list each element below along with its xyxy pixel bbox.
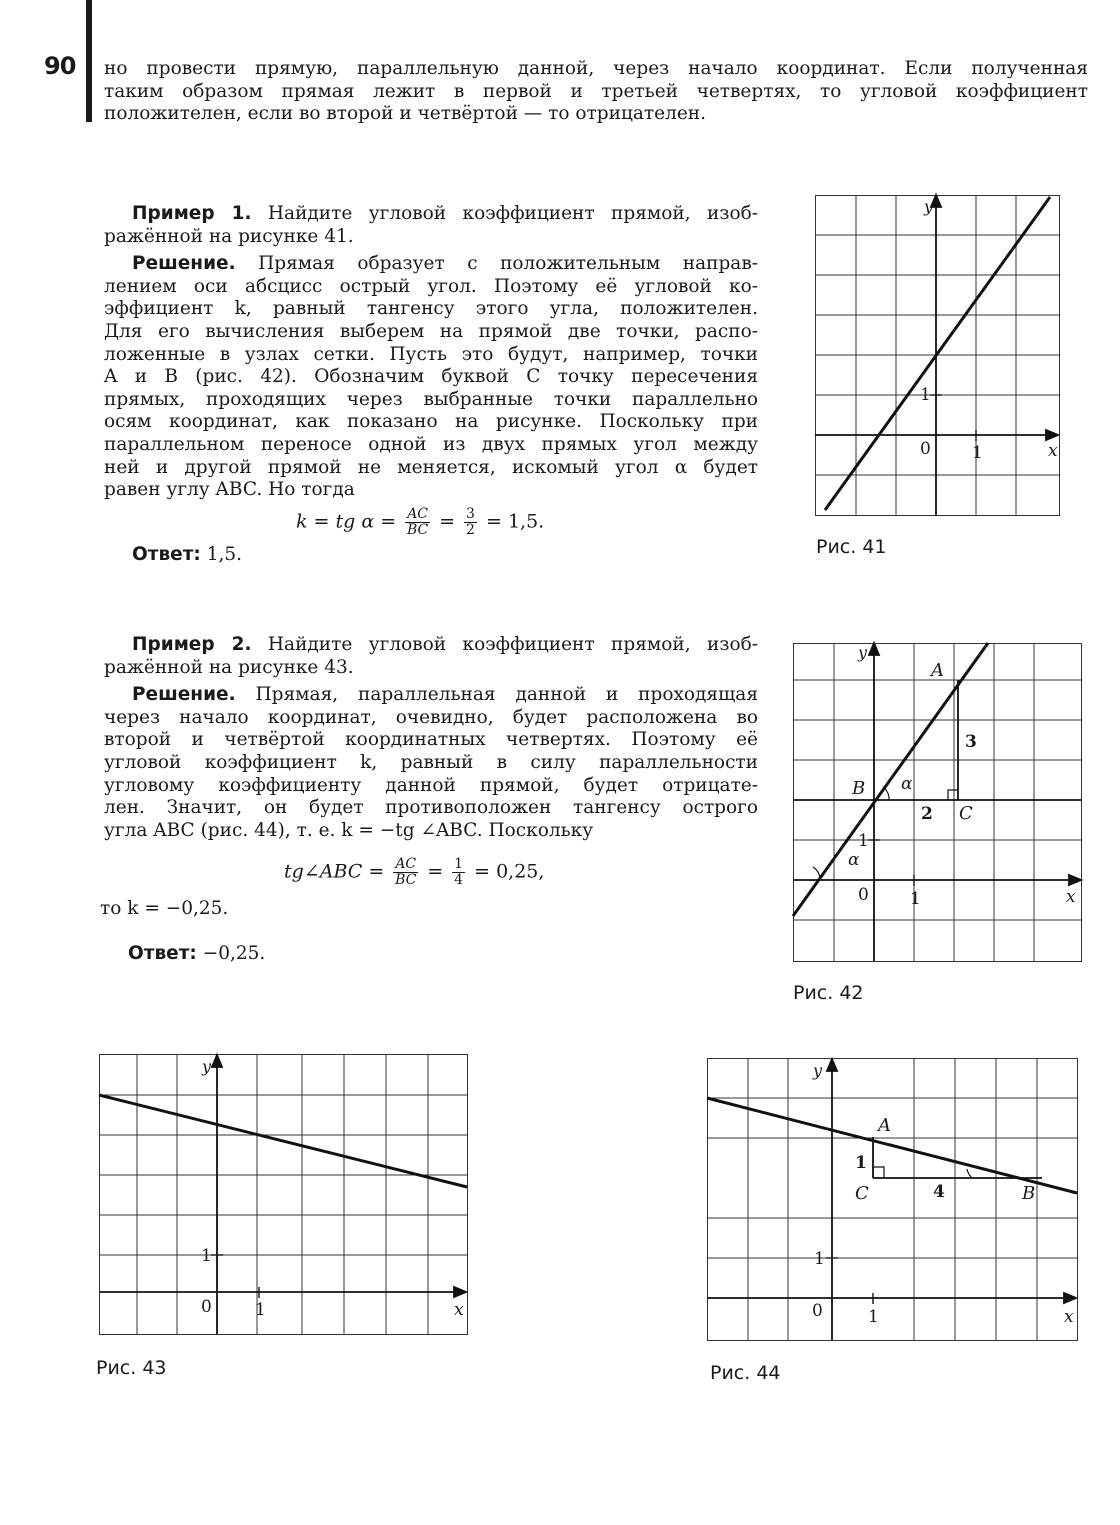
leg-bc-label: 2 [921, 804, 933, 824]
fraction-denominator: BC [395, 872, 417, 888]
x-axis-arrow [1069, 875, 1081, 885]
formula-result: = 0,25, [474, 860, 545, 883]
text-line: лен. Значит, он будет противоположен тангенсу острого [104, 797, 758, 819]
text-line: через начало координат, очевидно, будет расположена во [104, 706, 758, 728]
y-axis-arrow [212, 1055, 222, 1067]
fraction-numerator: 1 [454, 856, 464, 872]
unit-y-label: 1 [814, 1249, 825, 1269]
y-axis-label: y [813, 1061, 823, 1080]
x-axis-label: x [1048, 441, 1058, 461]
text-line: ней и другой прямой не меняется, искомый угол α будет [104, 456, 758, 478]
text-line: Для его вычисления выберем на прямой две точки, распо- [104, 320, 758, 342]
answer-label: Ответ: [132, 544, 201, 565]
fraction-value [452, 857, 465, 888]
point-a-label: A [931, 660, 944, 681]
example2-title-line2: ражённой на рисунке 43. [104, 656, 354, 678]
example2-formula [284, 857, 544, 888]
point-b-label: B [852, 778, 866, 799]
y-axis-label: y [858, 643, 868, 662]
text-line: ложенные в узлах сетки. Пусть это будут, например, точки [104, 343, 758, 365]
fraction-denominator: 4 [454, 872, 464, 888]
text-line: угла ABC (рис. 44), т. е. k = −tg ∠ABC. Поскольку [104, 819, 594, 841]
answer-value: −0,25. [196, 943, 266, 964]
leg-ac-label: 3 [965, 732, 977, 752]
example2-answer [128, 943, 265, 966]
text-line: лением оси абсцисс острый угол. Поэтому её угловой ко- [104, 275, 758, 297]
x-axis-arrow [1046, 430, 1058, 440]
example1-title-line [104, 203, 758, 226]
y-axis-arrow [869, 643, 879, 655]
triangle-abc [873, 1137, 1042, 1178]
text-line: прямых, проходящих через выбранные точки параллельно [104, 388, 758, 410]
formula-equals: = [439, 510, 455, 533]
figure-44-caption: Рис. 44 [710, 1362, 781, 1384]
origin-label: 0 [812, 1301, 823, 1321]
origin-label: 0 [858, 885, 869, 905]
x-axis-label: x [454, 1300, 464, 1320]
example2-solution-label: Решение. [132, 684, 236, 706]
fraction-value [464, 507, 477, 538]
answer-value: 1,5. [200, 544, 243, 565]
leg-bc-label: 4 [933, 1182, 945, 1202]
unit-x-label: 1 [255, 1300, 266, 1320]
fraction-ac-bc [405, 507, 430, 538]
fraction-denominator: BC [406, 522, 429, 538]
example2-solution-first: Прямая, параллельная данной и проходящая [235, 684, 758, 706]
fraction-numerator: AC [395, 856, 417, 872]
example1-answer [132, 544, 242, 567]
example1-solution-first: Прямая образует с положительным направ- [235, 253, 758, 275]
triangle-abc [793, 680, 1081, 880]
text-line: равен углу ABC. Но тогда [104, 479, 355, 501]
text-line: угловому коэффициенту данной прямой, будет отрицате- [104, 774, 758, 796]
axes [793, 643, 1081, 961]
unit-y-label: 1 [858, 831, 869, 851]
axes [707, 1059, 1076, 1340]
example2-block [104, 634, 758, 842]
text-line: таким образом прямая лежит в первой и третьей четвертях, то угловой коэффициент [104, 80, 1088, 102]
fraction-numerator: AC [407, 506, 429, 522]
example1-formula [296, 507, 544, 538]
text-line: осям координат, как показано на рисунке. Поскольку при [104, 411, 758, 433]
grid [793, 643, 1082, 962]
point-b-label: B [1022, 1183, 1036, 1204]
unit-y-label: 1 [920, 385, 931, 405]
unit-x-label: 1 [910, 889, 921, 909]
y-axis-arrow [827, 1059, 837, 1071]
y-axis-label: y [924, 197, 934, 216]
example2-solution-line [104, 684, 758, 707]
fraction-denominator: 2 [466, 522, 475, 538]
text-line: угловой коэффициент k, равный в силу параллельности [104, 751, 758, 773]
point-c-label: C [855, 1183, 869, 1204]
point-c-label: C [959, 803, 973, 824]
formula-equals: = [427, 860, 444, 883]
x-axis-arrow [1064, 1293, 1076, 1303]
formula-result: = 1,5. [486, 510, 545, 533]
unit-y-label: 1 [201, 1246, 212, 1266]
example2-title: Пример 2. [132, 634, 252, 655]
angle-label-origin: α [848, 850, 860, 870]
figure-44 [702, 1056, 1082, 1346]
formula-lhs: k = tg α = [296, 510, 397, 533]
margin-bar [86, 0, 92, 122]
example2-conclusion: то k = −0,25. [100, 898, 229, 919]
fraction-numerator: 3 [466, 506, 475, 522]
leg-ac-label: 1 [855, 1153, 867, 1173]
answer-label: Ответ: [128, 943, 197, 964]
fraction-ac-bc [393, 857, 418, 888]
text-line: эффициент k, равный тангенсу этого угла, положителен. [104, 298, 758, 320]
example1-title-rest: Найдите угловой коэффициент прямой, изоб- [251, 203, 758, 224]
line-graph [99, 1095, 467, 1187]
text-line: положителен, если во второй и четвёртой — то отрицателен. [104, 103, 706, 125]
figure-41 [810, 190, 1070, 520]
example1-solution-label: Решение. [132, 253, 236, 275]
x-axis-label: x [1066, 887, 1076, 907]
figure-41-caption: Рис. 41 [816, 536, 887, 558]
text-line: A и B (рис. 42). Обозначим буквой C точку пересечения [104, 366, 758, 388]
unit-x-label: 1 [972, 443, 983, 463]
example1-solution-line [104, 253, 758, 276]
angle-arc-b [967, 1169, 972, 1178]
figure-42-caption: Рис. 42 [793, 982, 864, 1004]
text-line: второй и четвёртой координатных четвертях. Поэтому её [104, 729, 758, 751]
intro-paragraph [104, 58, 1088, 126]
formula-lhs: tg∠ABC = [284, 860, 385, 883]
y-axis-label: y [202, 1057, 212, 1076]
origin-label: 0 [201, 1297, 212, 1317]
right-angle-mark [873, 1167, 884, 1178]
unit-x-label: 1 [868, 1307, 879, 1327]
x-axis-arrow [454, 1287, 466, 1297]
right-angle-mark [948, 790, 958, 800]
origin-label: 0 [920, 439, 931, 459]
example1-title: Пример 1. [132, 203, 252, 224]
figure-43 [94, 1050, 474, 1340]
example1-title-line2: ражённой на рисунке 41. [104, 225, 354, 247]
axes [99, 1055, 466, 1334]
point-a-label: A [878, 1115, 891, 1136]
example2-title-rest: Найдите угловой коэффициент прямой, изоб- [251, 634, 758, 655]
angle-label-b: α [901, 774, 913, 794]
example2-title-line [104, 634, 758, 657]
example1-block [104, 203, 758, 502]
x-axis-label: x [1064, 1307, 1074, 1327]
figure-43-caption: Рис. 43 [96, 1357, 167, 1379]
figure-42 [788, 638, 1088, 968]
page-number: 90 [44, 52, 76, 80]
text-line: параллельном переносе одной из двух прямых угол между [104, 433, 758, 455]
text-line: но провести прямую, параллельную данной, через начало координат. Если полученная [104, 58, 1088, 79]
